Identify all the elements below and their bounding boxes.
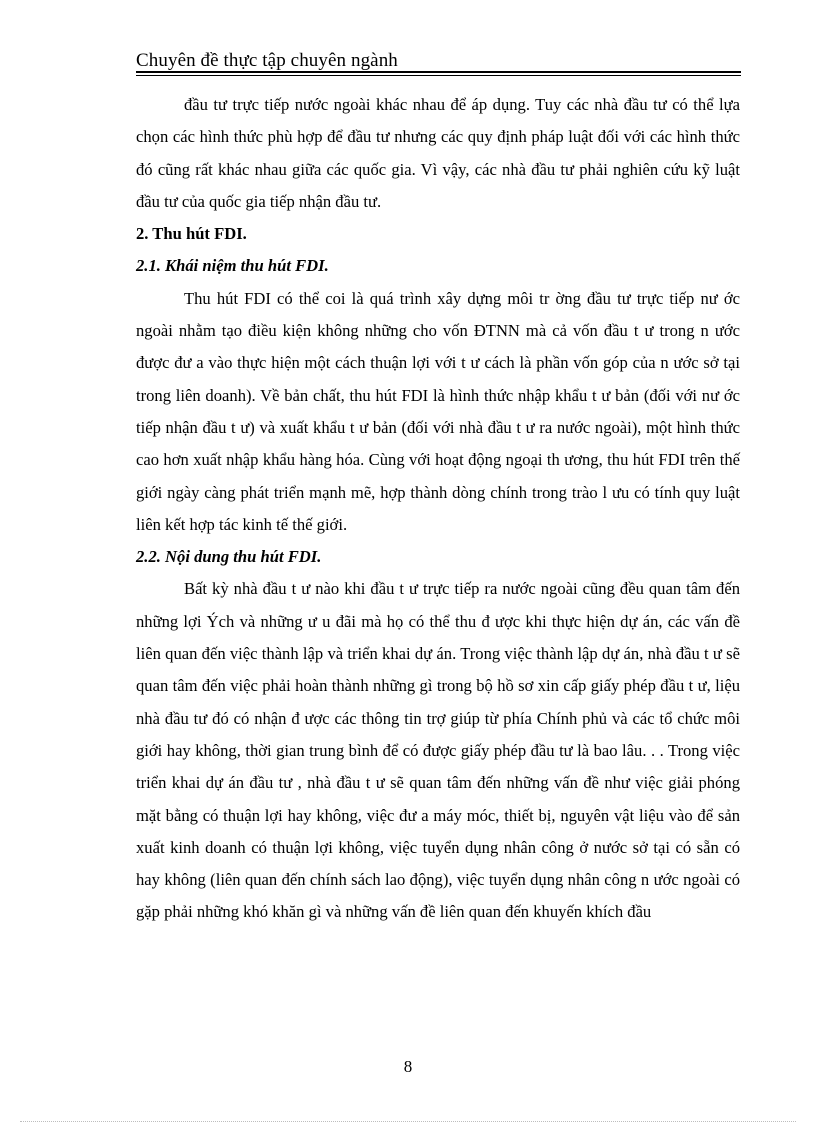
- paragraph-fdi-concept: Thu hút FDI có thể coi là quá trình xây dựng môi tr ờng đầu tư trực tiếp nư ớc ngoài nhằm tạo điều kiện không những cho vốn ĐTNN mà cả vốn đầu t ư trong n ước được đư a vào thực hiện một cách thuận lợi với t ư cách là phần vốn góp của n ước sở tại trong liên doanh). Về bản chất, thu hút FDI là hình thức nhập khẩu t ư bản (đối với nư ớc tiếp nhận đầu t ư) và xuất khẩu t ư bản (đối với nhà đầu t ư ra nước ngoài), một hình thức cao hơn xuất nhập khẩu hàng hóa. Cùng với hoạt động ngoại th ương, thu hút FDI trên thế giới ngày càng phát triển mạnh mẽ, hợp thành dòng chính trong trào l ưu có tính quy luật liên kết hợp tác kinh tế thế giới.: [136, 288, 740, 534]
- paragraph-fdi-content: Bất kỳ nhà đầu t ư nào khi đầu t ư trực tiếp ra nước ngoài cũng đều quan tâm đến những lợi Ých và những ư u đãi mà họ có thể thu đ ược khi thực hiện dự án, các vấn đề liên quan đến việc thành lập và triển khai dự án. Trong việc thành lập dự án, nhà đầu t ư sẽ quan tâm đến việc phải hoàn thành những gì trong bộ hồ sơ xin cấp giấy phép đầu t ư, liệu nhà đầu tư đó có nhận đ ược các thông tin trợ giúp từ phía Chính phủ và các tổ chức môi giới hay không, thời gian trung bình để có được giấy phép đầu tư là bao lâu. . . Trong việc triển khai dự án đầu tư , nhà đầu t ư sẽ quan tâm đến những vấn đề như việc giải phóng mặt bằng có thuận lợi hay không, việc đư a máy móc, thiết bị, nguyên vật liệu vào để sản xuất kinh doanh có thuận lợi không, việc tuyển dụng nhân công ở nước sở tại có sẵn có hay không (liên quan đến chính sách lao động), việc tuyển dụng nhân công n ước ngoài có gặp phải những khó khăn gì và những vấn đề liên quan đến khuyến khích đầu: [136, 579, 740, 922]
- page-number: 8: [403, 1057, 413, 1076]
- section-heading-fdi-attraction: 2. Thu hút FDI.: [136, 224, 247, 244]
- subsection-heading-content: 2.2. Nội dung thu hút FDI.: [136, 547, 322, 567]
- header-divider-thick: [136, 71, 741, 73]
- header-divider-thin: [136, 75, 741, 76]
- subsection-heading-concept: 2.1. Khái niệm thu hút FDI.: [136, 256, 329, 276]
- page-bottom-divider: [20, 1121, 796, 1122]
- page-header-title: Chuyên đề thực tập chuyên ngành: [136, 50, 398, 71]
- document-body: [136, 89, 740, 929]
- paragraph-investment-forms: đầu tư trực tiếp nước ngoài khác nhau để áp dụng. Tuy các nhà đầu tư có thể lựa chọn các hình thức phù hợp để đầu tư nhưng các quy định pháp luật đối với các hình thức đó cũng rất khác nhau giữa các quốc gia. Vì vậy, các nhà đầu tư phải nghiên cứu kỹ luật đầu tư của quốc gia tiếp nhận đầu tư.: [136, 95, 740, 211]
